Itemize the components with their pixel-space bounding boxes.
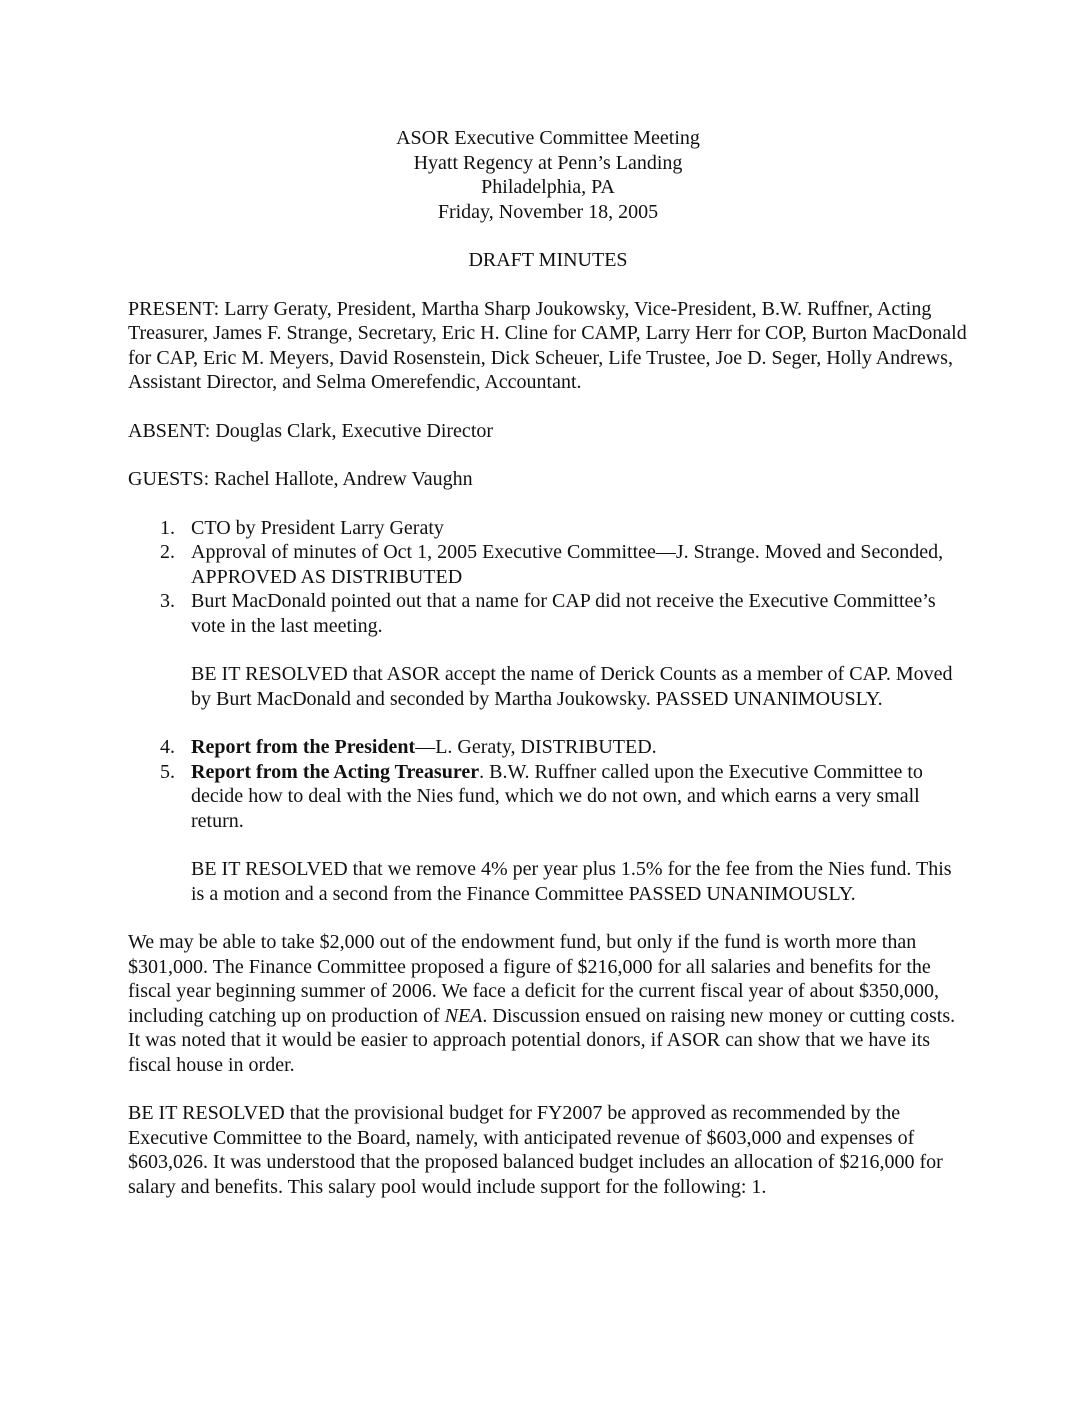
item-number: 5.	[160, 760, 175, 783]
meeting-header	[128, 126, 968, 224]
item-number: 4.	[160, 736, 175, 758]
present-paragraph: PRESENT: Larry Geraty, President, Martha Sharp Joukowsky, Vice-President, B.W. Ruffner, Acting Treasurer, James F. Strange, Secretary, Eric H. Cline for CAMP, Larry Herr for COP, Burton MacDonald for CAP, Eric M. Meyers, David Rosenstein, Dick Scheuer, Life Trustee, Joe D. Seger, Holly Andrews, Assistant Director, and Selma Omerefendic, Accountant.	[128, 297, 967, 393]
item-number: 3.	[160, 590, 175, 612]
endowment-text: We may be able to take $2,000 out of the endowment fund, but only if the fund is worth more than $301,000. The Finance Committee proposed a figure of $216,000 for all salaries and benefits for the fiscal year beginning summer of 2006. We face a deficit for the current fiscal year of about $350,000, including catching up on production of	[128, 931, 940, 1027]
meeting-city: Philadelphia, PA	[481, 176, 615, 198]
item-heading: Report from the President	[191, 736, 416, 758]
agenda-item-2	[128, 540, 968, 589]
budget-resolution-paragraph: BE IT RESOLVED that the provisional budget for FY2007 be approved as recommended by the Executive Committee to the Board, namely, with anticipated revenue of $603,000 and expenses of $603,026. It was understood that the proposed balanced budget includes an allocation of $216,000 for salary and benefits. This salary pool would include support for the following: 1.	[128, 1102, 943, 1198]
agenda-list	[128, 516, 968, 639]
resolution-nies-fund: BE IT RESOLVED that we remove 4% per year plus 1.5% for the fee from the Nies fund. This is a motion and a second from the Finance Committee PASSED UNANIMOUSLY.	[191, 858, 952, 905]
guests-paragraph: GUESTS: Rachel Hallote, Andrew Vaughn	[128, 468, 473, 490]
item-text: —L. Geraty, DISTRIBUTED.	[415, 736, 657, 758]
endowment-paragraph	[128, 930, 968, 1077]
agenda-item-1	[128, 516, 968, 541]
item-text: . B.W. Ruffner called upon the Executive Committee to decide how to deal with the Nies fund, which we do not own, and which earns a very small return.	[191, 760, 923, 832]
agenda-item-5	[128, 760, 968, 834]
meeting-date: Friday, November 18, 2005	[437, 200, 659, 223]
agenda-list-continued	[128, 735, 968, 833]
agenda-item-3	[128, 589, 968, 638]
endowment-text-continued: . Discussion ensued on raising new money or cutting costs. It was noted that it would be easier to approach potential donors, if ASOR can show that we have its fiscal house in order.	[128, 1004, 956, 1076]
item-text: CTO by President Larry Geraty	[191, 516, 444, 539]
item-heading: Report from the Acting Treasurer	[191, 760, 480, 783]
meeting-venue: Hyatt Regency at Penn’s Landing	[413, 151, 683, 174]
meeting-title: ASOR Executive Committee Meeting	[396, 127, 700, 149]
item-number: 1.	[160, 516, 175, 539]
item-text: Burt MacDonald pointed out that a name for CAP did not receive the Executive Committee’s vote in the last meeting.	[191, 590, 936, 637]
item-number: 2.	[160, 541, 175, 563]
draft-minutes-heading: DRAFT MINUTES	[468, 249, 628, 271]
absent-paragraph: ABSENT: Douglas Clark, Executive Director	[128, 419, 494, 442]
item-text: Approval of minutes of Oct 1, 2005 Executive Committee—J. Strange. Moved and Seconded, APPROVED AS DISTRIBUTED	[191, 541, 944, 588]
agenda-item-4	[128, 735, 968, 760]
journal-title: NEA	[444, 1004, 483, 1027]
resolution-cap-member: BE IT RESOLVED that ASOR accept the name of Derick Counts as a member of CAP. Moved by Burt MacDonald and seconded by Martha Joukowsky. PASSED UNANIMOUSLY.	[191, 663, 953, 710]
